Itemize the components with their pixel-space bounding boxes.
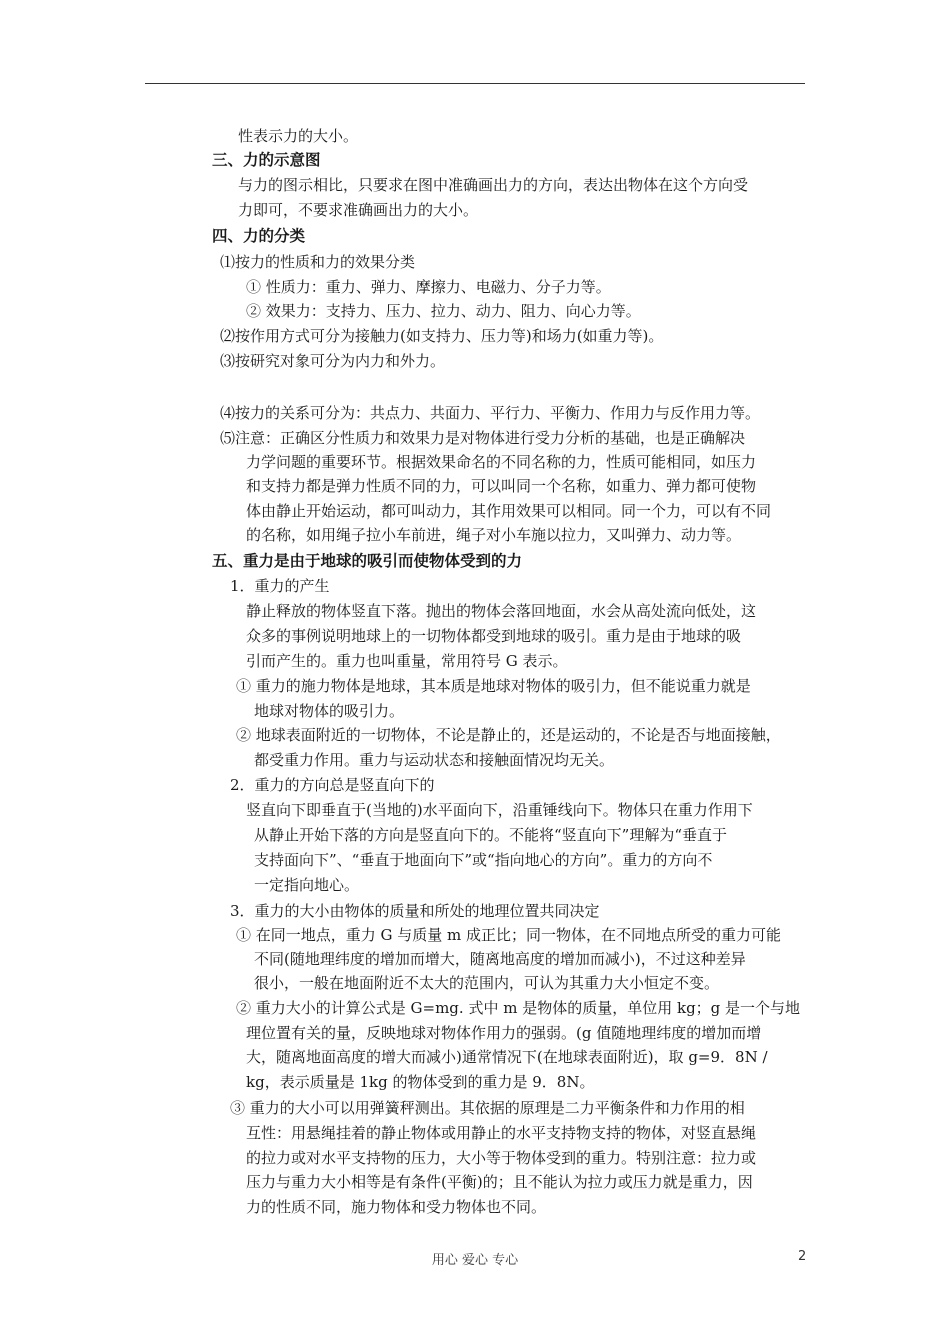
- text-line: 大，随离地面高度的增大而减小)通常情况下(在地球表面附近)，取 g=9．8N /: [246, 1048, 768, 1066]
- text-line: 互性：用悬绳挂着的静止物体或用静止的水平支持物支持的物体，对竖直悬绳: [246, 1124, 757, 1142]
- text-line: 体由静止开始运动，都可叫动力，其作用效果可以相同。同一个力，可以有不同: [246, 502, 772, 520]
- text-line: ① 性质力：重力、弹力、摩擦力、电磁力、分子力等。: [246, 278, 611, 296]
- text-line: 力的性质不同，施力物体和受力物体也不同。: [246, 1198, 547, 1216]
- text-line: 支持面向下”、“垂直于地面向下”或“指向地心的方向”。重力的方向不: [254, 851, 713, 869]
- text-line: ① 在同一地点，重力 G 与质量 m 成正比；同一物体，在不同地点所受的重力可能: [236, 926, 782, 944]
- text-line: ③ 重力的大小可以用弹簧秤测出。其依据的原理是二力平衡条件和力作用的相: [230, 1099, 745, 1117]
- text-line: ⑷按力的关系可分为：共点力、共面力、平行力、平衡力、作用力与反作用力等。: [220, 404, 761, 422]
- text-line: 不同(随地理纬度的增加而增大，随离地高度的增加而减小)，不过这种差异: [254, 950, 746, 968]
- section-heading: 五、重力是由于地球的吸引而使物体受到的力: [212, 552, 523, 570]
- text-line: 一定指向地心。: [254, 876, 360, 894]
- subheading: 3．重力的大小由物体的质量和所处的地理位置共同决定: [230, 902, 600, 920]
- text-line: 静止释放的物体竖直下落。抛出的物体会落回地面，水会从高处流向低处，这: [246, 602, 757, 620]
- section-heading: 三、力的示意图: [212, 151, 321, 169]
- text-line: ② 重力大小的计算公式是 G=mg. 式中 m 是物体的质量，单位用 kg；g 是一个与地: [236, 999, 801, 1017]
- text-line: 和支持力都是弹力性质不同的力，可以叫同一个名称，如重力、弹力都可使物: [246, 477, 757, 495]
- subheading: 2．重力的方向总是竖直向下的: [230, 776, 435, 794]
- text-line: ⑵按作用方式可分为接触力(如支持力、压力等)和场力(如重力等)。: [220, 327, 664, 345]
- text-line: ⑸注意：正确区分性质力和效果力是对物体进行受力分析的基础，也是正确解决: [220, 429, 746, 447]
- text-line: 压力与重力大小相等是有条件(平衡)的；且不能认为拉力或压力就是重力，因: [246, 1173, 753, 1191]
- text-line: ⑴按力的性质和力的效果分类: [220, 253, 416, 271]
- text-line: 力学问题的重要环节。根据效果命名的不同名称的力，性质可能相同，如压力: [246, 453, 757, 471]
- text-line: ⑶按研究对象可分为内力和外力。: [220, 352, 446, 370]
- text-line: kg，表示质量是 1kg 的物体受到的重力是 9．8N。: [246, 1073, 595, 1091]
- text-line: 竖直向下即垂直于(当地的)水平面向下，沿重锤线向下。物体只在重力作用下: [246, 801, 753, 819]
- text-line: 引而产生的。重力也叫重量，常用符号 G 表示。: [246, 652, 568, 670]
- text-line: 性表示力的大小。: [238, 127, 359, 145]
- subheading: 1．重力的产生: [230, 577, 330, 595]
- text-line: 与力的图示相比，只要求在图中准确画出力的方向，表达出物体在这个方向受: [238, 176, 749, 194]
- text-line: 理位置有关的量，反映地球对物体作用力的强弱。(g 值随地理纬度的增加而增: [246, 1024, 762, 1042]
- text-line: ① 重力的施力物体是地球，其本质是地球对物体的吸引力，但不能说重力就是: [236, 677, 751, 695]
- text-line: 的拉力或对水平支持物的压力，大小等于物体受到的重力。特别注意：拉力或: [246, 1149, 757, 1167]
- text-line: ② 地球表面附近的一切物体，不论是静止的，还是运动的，不论是否与地面接触，: [236, 726, 781, 744]
- text-line: 从静止开始下落的方向是竖直向下的。不能将“竖直向下”理解为“垂直于: [254, 826, 728, 844]
- text-line: 力即可，不要求准确画出力的大小。: [238, 201, 479, 219]
- text-line: 的名称，如用绳子拉小车前进，绳子对小车施以拉力，又叫弹力、动力等。: [246, 526, 742, 544]
- text-line: 众多的事例说明地球上的一切物体都受到地球的吸引。重力是由于地球的吸: [246, 627, 742, 645]
- section-heading: 四、力的分类: [212, 227, 306, 245]
- page-number: 2: [798, 1249, 807, 1264]
- text-line: 都受重力作用。重力与运动状态和接触面情况均无关。: [254, 751, 615, 769]
- page-footer: 用心 爱心 专心: [431, 1253, 519, 1268]
- text-line: 地球对物体的吸引力。: [254, 702, 405, 720]
- text-line: ② 效果力：支持力、压力、拉力、动力、阻力、向心力等。: [246, 302, 641, 320]
- header-rule: [145, 83, 805, 84]
- text-line: 很小，一般在地面附近不太大的范围内，可认为其重力大小恒定不变。: [254, 974, 720, 992]
